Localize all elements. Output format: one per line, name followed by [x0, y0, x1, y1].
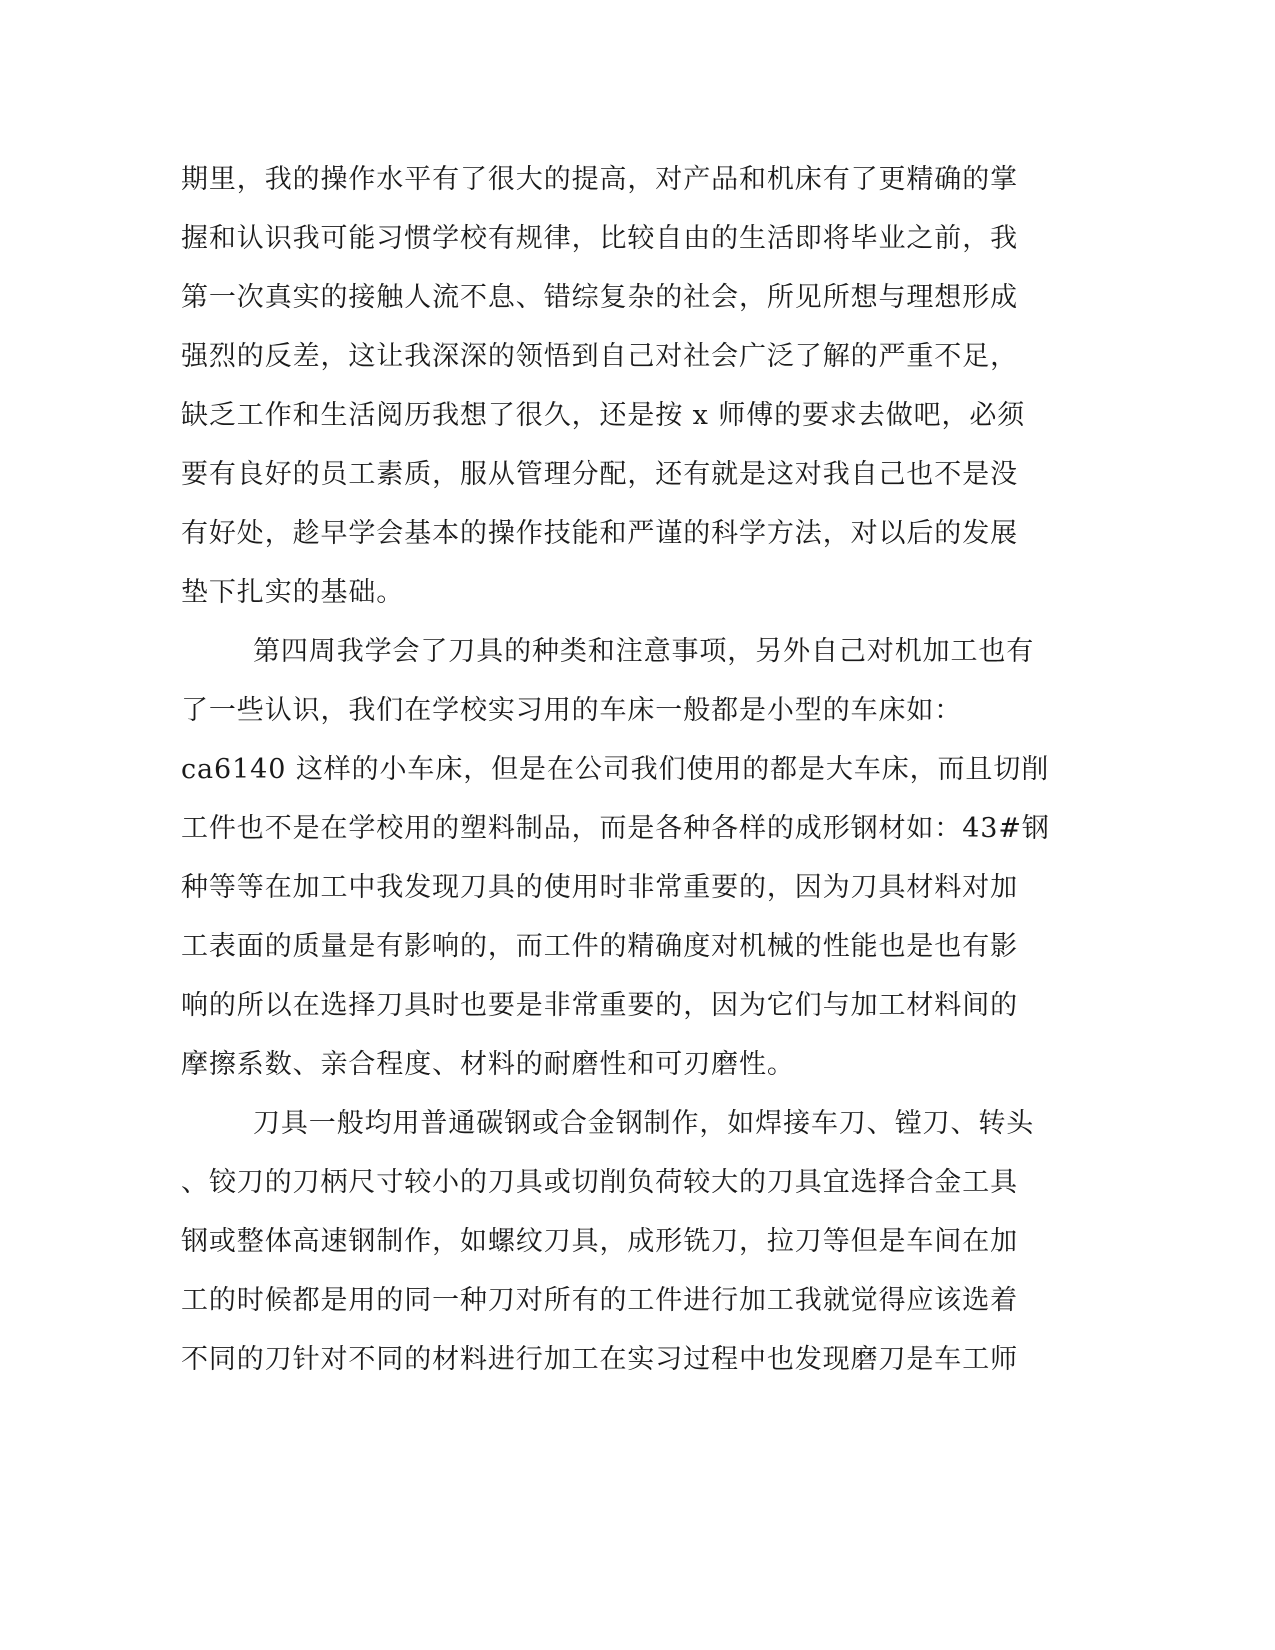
text-line: 了一些认识，我们在学校实习用的车床一般都是小型的车床如： — [181, 695, 963, 726]
text-line: 工的时候都是用的同一种刀对所有的工件进行加工我就觉得应该选着 — [181, 1285, 1018, 1316]
text-line: 种等等在加工中我发现刀具的使用时非常重要的，因为刀具材料对加 — [181, 872, 1018, 903]
text-line: 、铰刀的刀柄尺寸较小的刀具或切削负荷较大的刀具宜选择合金工具 — [181, 1167, 1018, 1198]
text-line: 工件也不是在学校用的塑料制品，而是各种各样的成形钢材如：43#钢 — [181, 813, 1050, 844]
text-line: 不同的刀针对不同的材料进行加工在实习过程中也发现磨刀是车工师 — [181, 1344, 1018, 1375]
body-text — [181, 150, 1050, 1389]
text-line: 钢或整体高速钢制作，如螺纹刀具，成形铣刀，拉刀等但是车间在加 — [181, 1226, 1018, 1257]
text-line: 垫下扎实的基础。 — [181, 577, 405, 608]
text-line: 响的所以在选择刀具时也要是非常重要的，因为它们与加工材料间的 — [181, 990, 1018, 1021]
paragraph-first-line: 第四周我学会了刀具的种类和注意事项，另外自己对机加工也有 — [253, 636, 1035, 667]
text-line: 握和认识我可能习惯学校有规律，比较自由的生活即将毕业之前，我 — [181, 223, 1018, 254]
text-line: 摩擦系数、亲合程度、材料的耐磨性和可刃磨性。 — [181, 1049, 795, 1080]
text-line: 期里，我的操作水平有了很大的提高，对产品和机床有了更精确的掌 — [181, 164, 1018, 195]
paragraph-first-line: 刀具一般均用普通碳钢或合金钢制作，如焊接车刀、镗刀、转头 — [253, 1108, 1035, 1139]
text-line: 要有良好的员工素质，服从管理分配，还有就是这对我自己也不是没 — [181, 459, 1018, 490]
text-line: 有好处，趁早学会基本的操作技能和严谨的科学方法，对以后的发展 — [181, 518, 1018, 549]
text-line: 强烈的反差，这让我深深的领悟到自己对社会广泛了解的严重不足， — [181, 341, 1018, 372]
text-line: 第一次真实的接触人流不息、错综复杂的社会，所见所想与理想形成 — [181, 282, 1018, 313]
text-line: 工表面的质量是有影响的，而工件的精确度对机械的性能也是也有影 — [181, 931, 1018, 962]
text-line: 缺乏工作和生活阅历我想了很久，还是按 x 师傅的要求去做吧，必须 — [181, 400, 1026, 431]
text-line: ca6140 这样的小车床，但是在公司我们使用的都是大车床，而且切削 — [181, 754, 1050, 785]
